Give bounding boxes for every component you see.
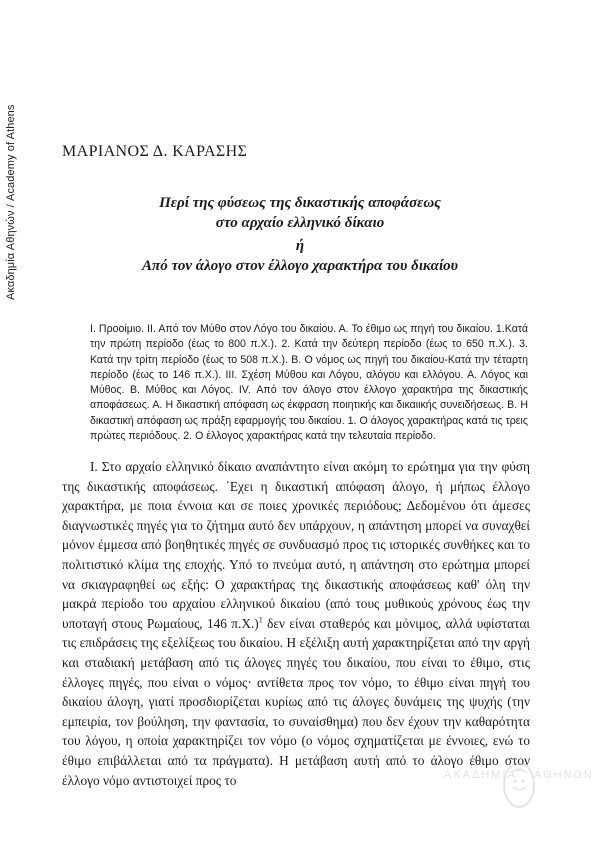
body-paragraph (62, 457, 530, 790)
archive-side-label: Ακαδημία Αθηνών / Academy of Athens (5, 104, 17, 300)
body-text-part-2: δεν είναι σταθερός και μόνιμος, αλλά υφίσταται τις επιδράσεις της εξελίξεως του δικαίου. Η εξέλιξη αυτή χαρακτηρίζεται από την αργή και σταδιακή μετάβαση από τις άλογες πηγές του δικαίου, που είναι το έθιμο, στις έλλογες πηγές, που είναι ο νόμος· αντίθετα προς τον νόμο, το έθιμο είναι πηγή του δικαίου άλογη, γιατί προσδιορίζεται κυρίως από τις άλογες δυνάμεις της ψυχής (την εμπειρία, τον βούληση, την φαντασία, το συναίσθημα) που δεν έχουν την καθαρότητα του λόγου, η οποία χαρακτηρίζει τον νόμο (ο νόμος σχηματίζεται με έννοιες, ενώ το έθιμο επιβάλλεται από τα πράγματα). Η μετάβαση αυτή από το άλογο έθιμο στον έλλογο νόμο αντιστοιχεί προς το (62, 615, 530, 788)
table-of-contents: Ι. Προοίμιο. ΙΙ. Από τον Μύθο στον Λόγο του δικαίου. Α. Το έθιμο ως πηγή του δικαίου. 1.Κατά την πρώτη περίοδο (έως το 800 π.Χ.). 2. Κατά την δεύτερη περίοδο (έως το 650 π.Χ.). 3. Κατά την τρίτη περίοδο (έως το 508 π.Χ.). Β. Ο νόμος ως πηγή του δικαίου-Κατά την τέταρτη περίοδο (έως το 146 π.Χ.). ΙΙΙ. Σχέση Μύθου και Λόγου, αλόγου και ελλόγου. Α. Λόγος και Μύθος. Β. Μύθος και Λόγος. ΙV. Από τον άλογο στον έλλογο χαρακτήρα της δικαστικής αποφάσεως. Α. Η δικαστική απόφαση ως έκφραση ποιητικής και δικαιικής συνειδήσεως. Β. Η δικαστική απόφαση ως πράξη εφαρμογής του δικαίου. 1. Ο άλογος χαρακτήρας κατά τις τρεις πρώτες περιόδους. 2. Ο έλλογος χαρακτήρας κατά την τελευταία περίοδο. (90, 323, 528, 443)
article-title-line-2: στο αρχαίο ελληνικό δίκαιο (215, 215, 385, 231)
watermark-text-right: ΑΘΗΝΩΝ (534, 769, 594, 781)
footnote-reference[interactable]: 1 (258, 615, 263, 625)
academy-watermark (444, 757, 594, 817)
athena-head-icon (499, 757, 539, 813)
side-stamp (0, 0, 34, 420)
article-title-conjunction: ή (295, 238, 305, 254)
watermark-text-left: ΑΚΑΔΗΜΙΑ (444, 769, 517, 781)
article-title-line-1: Περί της φύσεως της δικαστικής αποφάσεως (159, 195, 441, 211)
body-text-part-1: Ι. Στο αρχαίο ελληνικό δίκαιο αναπάντητο είναι ακόμη το ερώτημα για την φύση της δικαστικής αποφάσεως. ΄Εχει η δικαστική απόφαση άλογο, ή μήπως έλλογο χαρακτήρα, με ποια έννοια και σε ποιες χρονικές περιόδους; Δεδομένου ότι άμεσες διαγνωστικές πηγές για το ζήτημα αυτό δεν υπάρχουν, η απάντηση μπορεί να συναχθεί μόνον έμμεσα από βοηθητικές πηγές σε συνδυασμό προς τις ιστορικές συνθήκες και το πολιτιστικό κλίμα της εποχής. Υπό το πνεύμα αυτό, η απάντηση στο ερώτημα μπορεί να σκιαγραφηθεί ως εξής: Ο χαρακτήρας της δικαστικής αποφάσεως καθ' όλη την μακρά περίοδο του αρχαίου ελληνικού δικαίου (από τους μυθικούς χρόνους έως την υποταγή στους Ρωμαίους, 146 π.Χ.) (62, 459, 530, 631)
article-title-line-3: Από τον άλογο στον έλλογο χαρακτήρα του δικαίου (142, 258, 458, 274)
author-name: ΜΑΡΙΑΝΟΣ Δ. ΚΑΡΑΣΗΣ (62, 143, 248, 160)
